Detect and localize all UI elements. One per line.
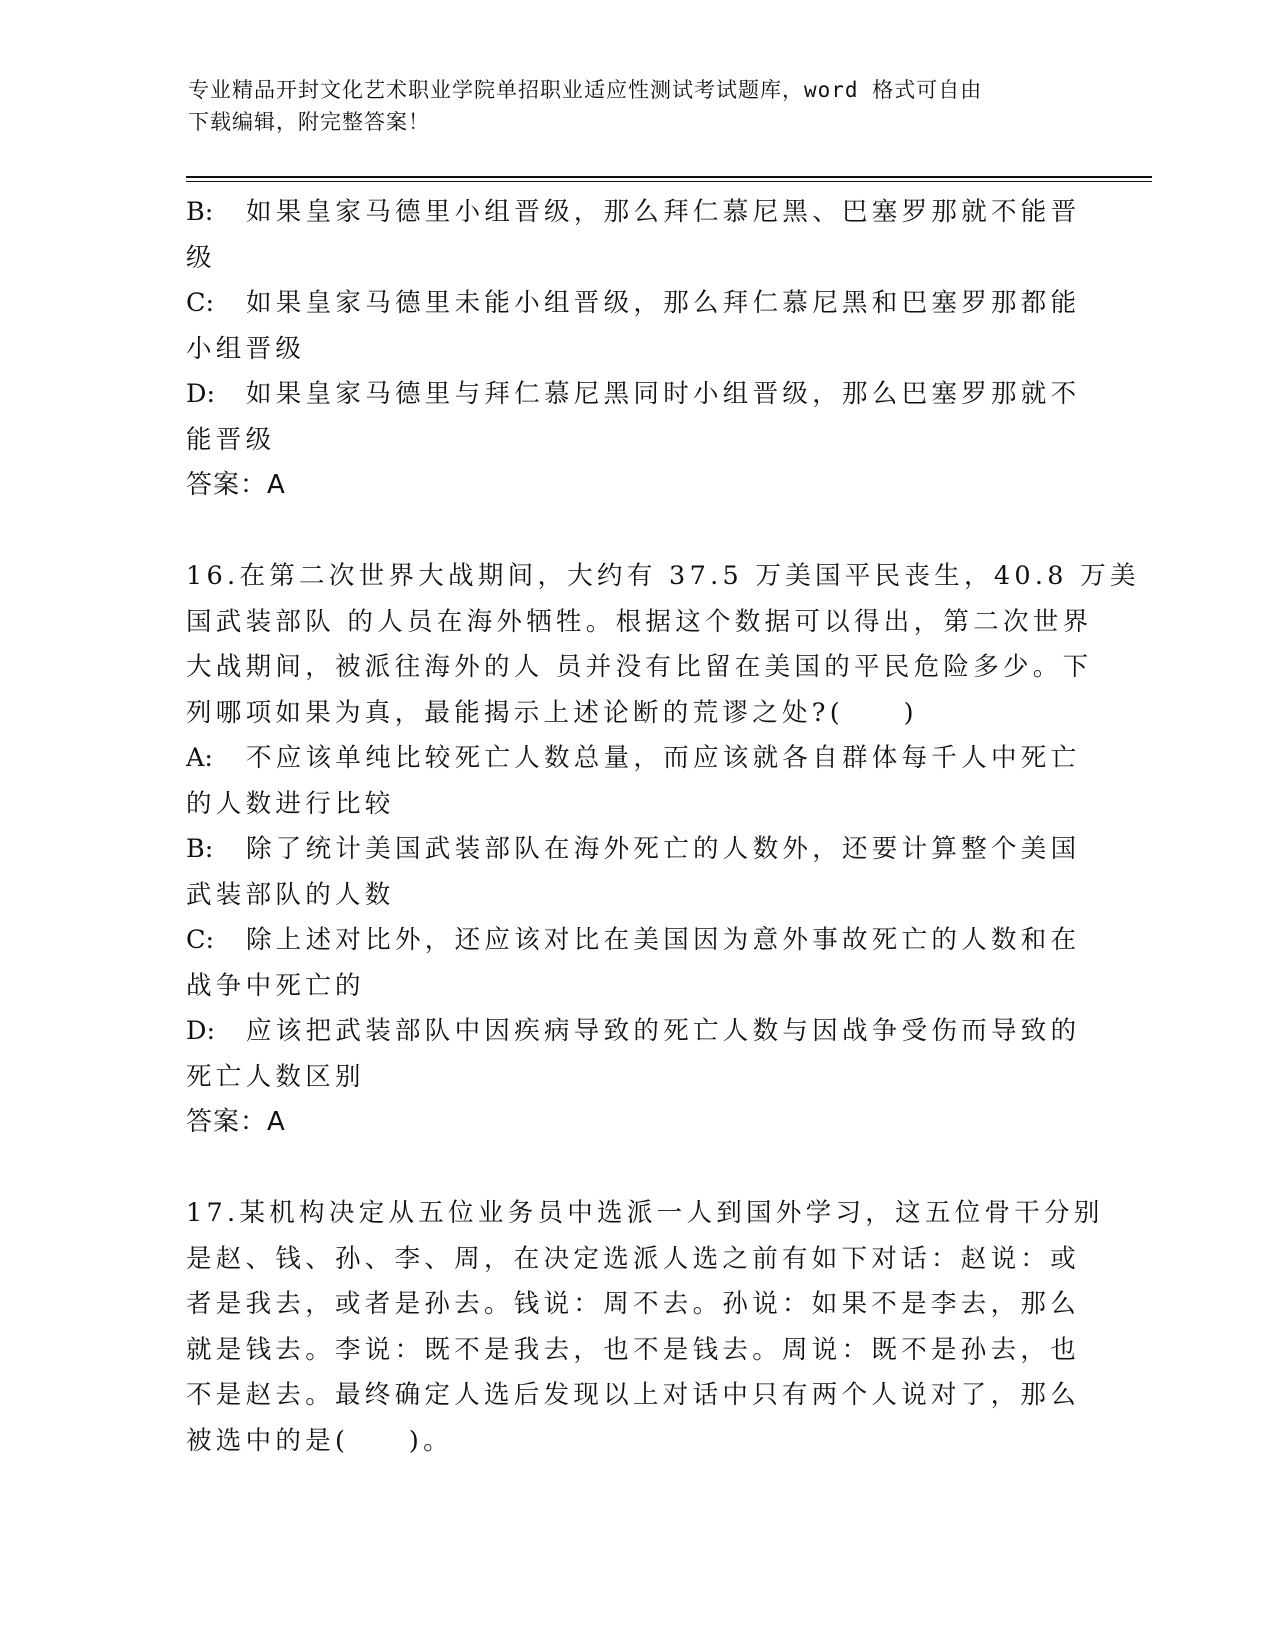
- question-17: [186, 1191, 1104, 1464]
- question-stem-line: 16.在第二次世界大战期间，大约有 37.5 万美国平民丧生，40.8 万美: [186, 561, 1140, 591]
- option-text: 如果皇家马德里未能小组晋级，那么拜仁慕尼黑和巴塞罗那都能: [246, 288, 1081, 318]
- answer: 答案：A: [186, 1107, 286, 1137]
- header-rule-thick: [186, 176, 1152, 178]
- spacer: [186, 509, 1066, 555]
- answer: 答案：A: [186, 470, 286, 500]
- question-16: [186, 554, 1140, 1146]
- option-d: [186, 372, 1081, 418]
- question-stem-line: 17.某机构决定从五位业务员中选派一人到国外学习，这五位骨干分别: [186, 1198, 1104, 1228]
- option-text-continued: 级: [186, 242, 216, 273]
- option-text: 应该把武装部队中因疾病导致的死亡人数与因战争受伤而导致的: [246, 1016, 1081, 1046]
- question-stem-line: 不是赵去。最终确定人选后发现以上对话中只有两个人说对了，那么: [186, 1380, 1081, 1410]
- option-c: [186, 281, 1081, 327]
- option-text: 如果皇家马德里与拜仁慕尼黑同时小组晋级，那么巴塞罗那就不: [246, 379, 1081, 409]
- option-label: D:: [186, 1016, 216, 1046]
- option-text-continued: 能晋级: [186, 424, 276, 455]
- option-d: [186, 1009, 1081, 1055]
- option-label: A:: [186, 743, 214, 773]
- option-label: C:: [186, 925, 215, 955]
- option-text: 不应该单纯比较死亡人数总量，而应该就各自群体每千人中死亡: [246, 743, 1081, 773]
- option-text: 除上述对比外，还应该对比在美国因为意外事故死亡的人数和在: [246, 925, 1081, 955]
- spacer: [186, 1146, 1066, 1192]
- option-b: [186, 190, 1081, 236]
- option-label: C:: [186, 288, 215, 318]
- header-line-2: 下载编辑，附完整答案！: [188, 110, 430, 134]
- header-line-1: 专业精品开封文化艺术职业学院单招职业适应性测试考试题库，word 格式可自由: [188, 78, 983, 102]
- document-body: [186, 190, 1140, 1464]
- option-label: B:: [186, 834, 214, 864]
- option-text-continued: 武装部队的人数: [186, 879, 395, 910]
- question-stem-line: 者是我去，或者是孙去。钱说：周不去。孙说：如果不是李去，那么: [186, 1289, 1081, 1319]
- question-15: [186, 190, 1081, 509]
- option-b: [186, 827, 1081, 873]
- page-header: [188, 74, 1068, 138]
- option-text-continued: 死亡人数区别: [186, 1061, 365, 1092]
- option-label: B:: [186, 197, 214, 227]
- question-stem-line: 就是钱去。李说：既不是我去，也不是钱去。周说：既不是孙去，也: [186, 1334, 1081, 1365]
- option-text: 除了统计美国武装部队在海外死亡的人数外，还要计算整个美国: [246, 834, 1081, 864]
- option-label: D:: [186, 379, 216, 409]
- option-a: [186, 736, 1081, 782]
- option-text-continued: 小组晋级: [186, 333, 306, 364]
- question-stem-line: 大战期间，被派往海外的人 员并没有比留在美国的平民危险多少。下: [186, 652, 1093, 682]
- question-stem-line: 是赵、钱、孙、李、周，在决定选派人选之前有如下对话：赵说：或: [186, 1243, 1081, 1274]
- question-stem-line: 国武装部队 的人员在海外牺牲。根据这个数据可以得出，第二次世界: [186, 606, 1093, 637]
- question-stem-line: 列哪项如果为真，最能揭示上述论断的荒谬之处?( ): [186, 697, 918, 728]
- header-rule-thin: [186, 181, 1152, 182]
- option-c: [186, 918, 1081, 964]
- option-text-continued: 战争中死亡的: [186, 970, 365, 1001]
- option-text: 如果皇家马德里小组晋级，那么拜仁慕尼黑、巴塞罗那就不能晋: [246, 197, 1081, 227]
- question-stem-line: 被选中的是( )。: [186, 1425, 453, 1456]
- option-text-continued: 的人数进行比较: [186, 788, 395, 819]
